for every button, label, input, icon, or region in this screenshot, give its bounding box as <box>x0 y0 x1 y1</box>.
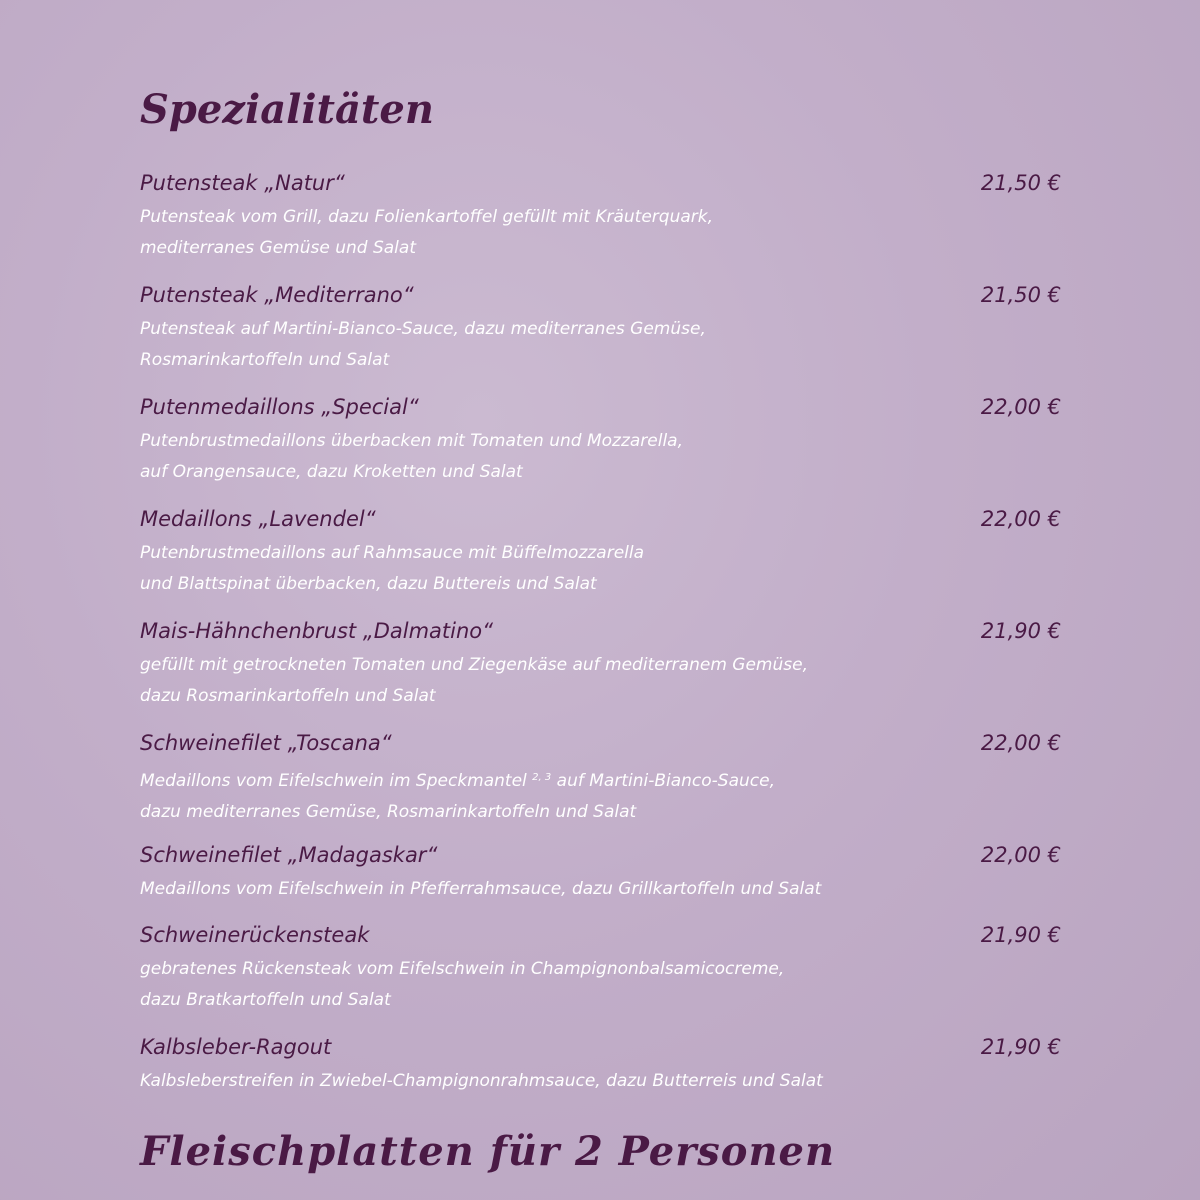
description-line: dazu mediterranes Gemüse, Rosmarinkartoffeln und Salat <box>140 802 637 822</box>
menu-item-name: Schweinefilet „Toscana“ <box>140 731 392 755</box>
menu-item-name: Schweinefilet „Madagaskar“ <box>140 843 438 867</box>
menu-item-description <box>140 762 775 828</box>
description-line: mediterranes Gemüse und Salat <box>140 238 416 258</box>
description-line: Rosmarinkartoffeln und Salat <box>140 350 390 370</box>
description-line: Putenbrustmedaillons auf Rahmsauce mit Büffelmozzarella <box>140 543 645 563</box>
menu-item-name: Medaillons „Lavendel“ <box>140 507 376 531</box>
menu-item-name: Putensteak „Natur“ <box>140 171 345 195</box>
menu-item-description <box>140 426 683 488</box>
description-line: Putensteak vom Grill, dazu Folienkartoffel gefüllt mit Kräuterquark, <box>140 207 714 227</box>
menu-item-name: Putensteak „Mediterrano“ <box>140 283 414 307</box>
menu-item-description <box>140 650 808 712</box>
description-line <box>140 762 775 797</box>
menu-item-description <box>140 1066 823 1097</box>
menu-item-name: Kalbsleber-Ragout <box>140 1035 332 1059</box>
section-title-specialties: Spezialitäten <box>140 86 434 133</box>
description-line: dazu Bratkartoffeln und Salat <box>140 990 391 1010</box>
description-line: auf Orangensauce, dazu Kroketten und Salat <box>140 462 523 482</box>
description-line: Putenbrustmedaillons überbacken mit Tomaten und Mozzarella, <box>140 431 683 451</box>
menu-item-description <box>140 202 713 264</box>
description-text: auf Martini-Bianco-Sauce, <box>551 771 775 791</box>
menu-item-name: Schweinerückensteak <box>140 923 370 947</box>
menu-item-price: 21,90 € <box>980 923 1061 947</box>
menu-item-price: 21,90 € <box>980 619 1061 643</box>
menu-item-name: Mais-Hähnchenbrust „Dalmatino“ <box>140 619 494 643</box>
menu-item-price: 22,00 € <box>980 731 1061 755</box>
description-line: und Blattspinat überbacken, dazu Buttereis und Salat <box>140 574 597 594</box>
description-line: Putensteak auf Martini-Bianco-Sauce, dazu mediterranes Gemüse, <box>140 319 706 339</box>
menu-item-price: 21,50 € <box>980 171 1061 195</box>
description-line: dazu Rosmarinkartoffeln und Salat <box>140 686 436 706</box>
menu-item-description <box>140 538 644 600</box>
description-line: Medaillons vom Eifelschwein in Pfefferrahmsauce, dazu Grillkartoffeln und Salat <box>140 879 822 899</box>
menu-item-price: 22,00 € <box>980 843 1061 867</box>
menu-item-price: 21,50 € <box>980 283 1061 307</box>
menu-item-description <box>140 314 706 376</box>
menu-item-description <box>140 954 784 1016</box>
description-line: Kalbsleberstreifen in Zwiebel-Champignonrahmsauce, dazu Butterreis und Salat <box>140 1071 823 1091</box>
allergen-footnote: 2, 3 <box>532 772 552 783</box>
description-text: Medaillons vom Eifelschwein im Speckmantel <box>140 771 527 791</box>
menu-item-price: 21,90 € <box>980 1035 1061 1059</box>
section-title-meat-platters: Fleischplatten für 2 Personen <box>140 1128 836 1175</box>
menu-item-price: 22,00 € <box>980 507 1061 531</box>
menu-item-price: 22,00 € <box>980 395 1061 419</box>
menu-item-description <box>140 874 821 905</box>
menu-item-name: Putenmedaillons „Special“ <box>140 395 419 419</box>
description-line: gefüllt mit getrockneten Tomaten und Ziegenkäse auf mediterranem Gemüse, <box>140 655 808 675</box>
description-line: gebratenes Rückensteak vom Eifelschwein in Champignonbalsamicocreme, <box>140 959 785 979</box>
